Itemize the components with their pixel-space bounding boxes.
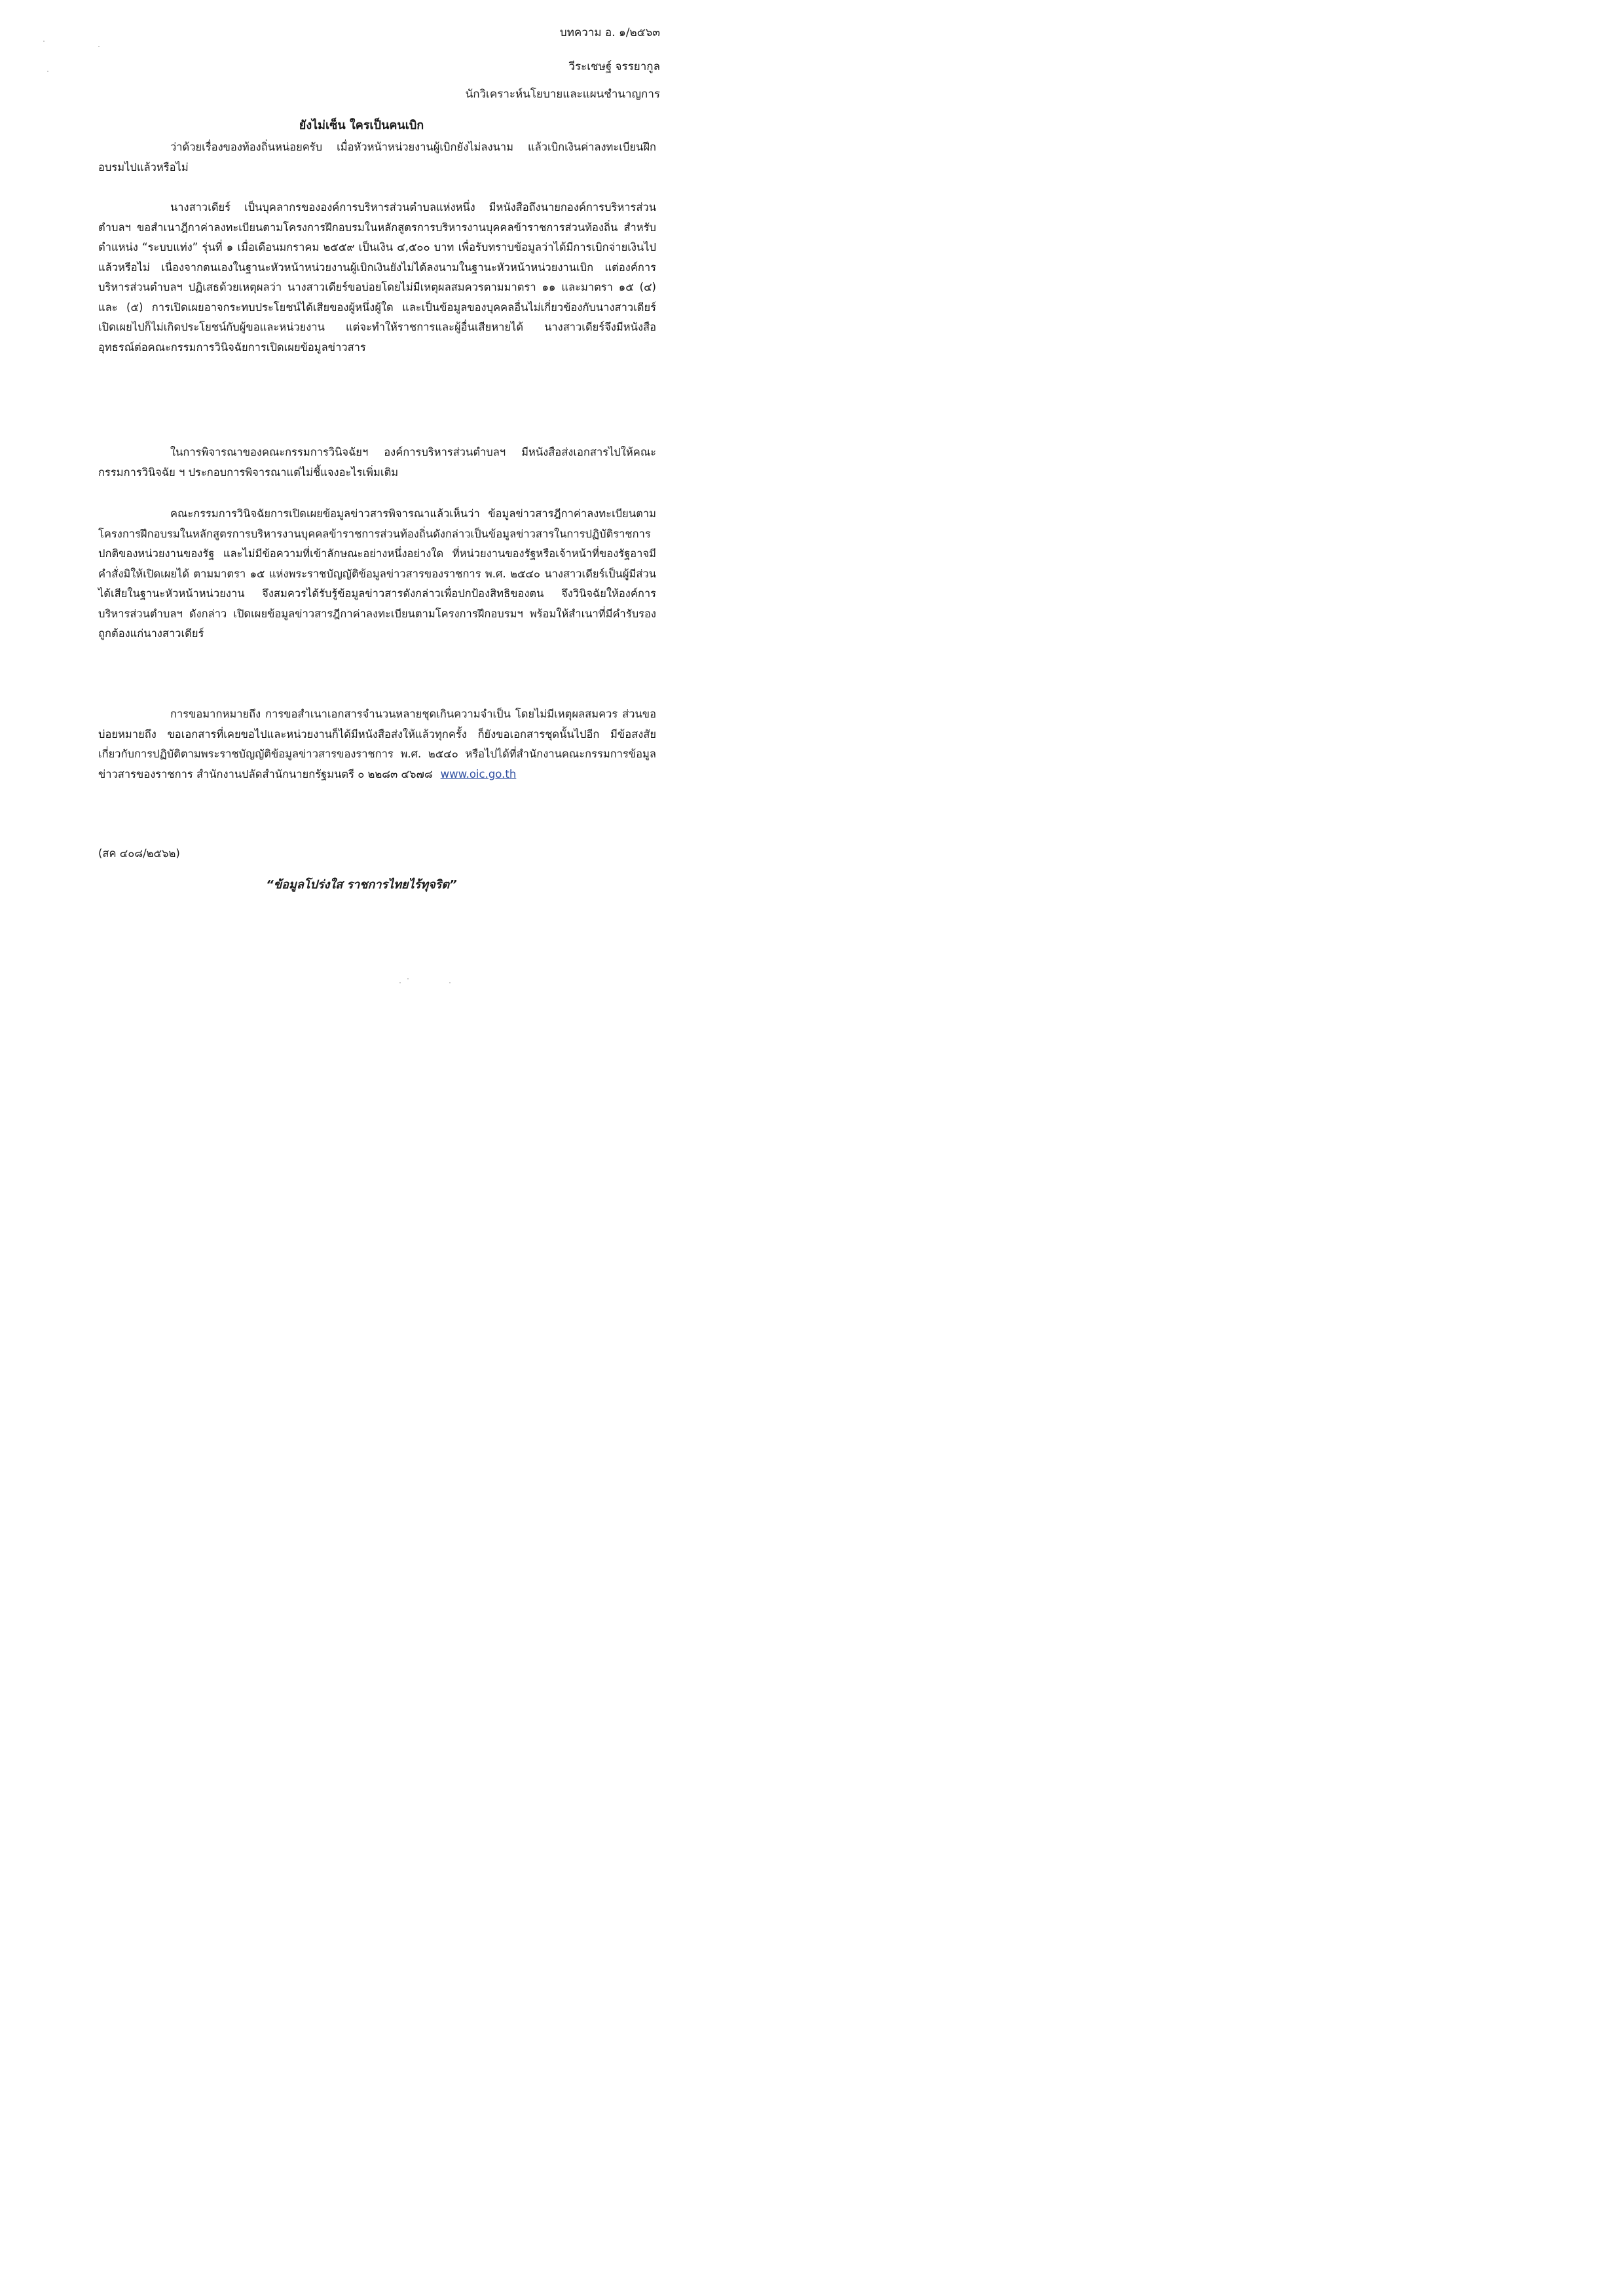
consideration-paragraph: ในการพิจารณาของคณะกรรมการวินิจฉัยฯ องค์การบริหารส่วนตำบลฯ มีหนังสือส่งเอกสารไปให้คณะกรรมการวินิจฉัย ฯ ประกอบการพิจารณาแต่ไม่ชี้แจงอะไรเพิ่มเติม <box>98 446 656 479</box>
scan-speck <box>449 982 451 983</box>
article-number: บทความ อ. ๑/๒๕๖๓ <box>559 26 660 39</box>
author-name: วีระเชษฐ์ จรรยากูล <box>568 60 660 73</box>
intro-paragraph: ว่าด้วยเรื่องของท้องถิ่นหน่อยครับ เมื่อหัวหน้าหน่วยงานผู้เบิกยังไม่ลงนาม แล้วเบิกเงินค่าลงทะเบียนฝึกอบรมไปแล้วหรือไม่ <box>98 141 656 173</box>
document-page <box>0 0 723 1022</box>
website-link[interactable]: www.oic.go.th <box>440 767 517 780</box>
scan-speck <box>47 71 48 72</box>
definition-text: การขอมากหมายถึง การขอสำเนาเอกสารจำนวนหลายชุดเกินความจำเป็น โดยไม่มีเหตุผลสมควร ส่วนขอบ่อยหมายถึง ขอเอกสารที่เคยขอไปและหน่วยงานก็ได้มีหนังสือส่งให้แล้วทุกครั้ง ก็ยังขอเอกสารชุดนั้นไปอีก มีข้อสงสัยเกี่ยวกับการปฏิบัติตามพระราชบัญญัติข้อมูลข่าวสารของราชการ พ.ศ. ๒๕๔๐ หรือไปได้ที่สำนักงานคณะกรรมการข้อมูลข่าวสารของราชการ สำนักงานปลัดสำนักนายกรัฐมนตรี ๐ ๒๒๘๓ ๔๖๗๘ <box>98 708 656 780</box>
definition-paragraph <box>98 704 656 784</box>
author-position: นักวิเคราะห์นโยบายและแผนชำนาญการ <box>465 88 660 101</box>
scan-speck <box>43 41 45 42</box>
case-paragraph: นางสาวเดียร์ เป็นบุคลากรขององค์การบริหารส่วนตำบลแห่งหนึ่ง มีหนังสือถึงนายกองค์การบริหารส่วนตำบลฯ ขอสำเนาฎีกาค่าลงทะเบียนตามโครงการฝึกอบรมในหลักสูตรการบริหารงานบุคคลข้าราชการส่วนท้องถิ่น สำหรับตำแหน่ง “ระบบแท่ง” รุ่นที่ ๑ เมื่อเดือนมกราคม ๒๕๕๙ เป็นเงิน ๔,๕๐๐ บาท เพื่อรับทราบข้อมูลว่าได้มีการเบิกจ่ายเงินไปแล้วหรือไม่ เนื่องจากตนเองในฐานะหัวหน้าหน่วยงานผู้เบิกเงินยังไม่ได้ลงนามในฐานะหัวหน้าหน่วยงานเบิก แต่องค์การบริหารส่วนตำบลฯ ปฏิเสธด้วยเหตุผลว่า นางสาวเดียร์ขอบ่อยโดยไม่มีเหตุผลสมควรตามมาตรา ๑๑ และมาตรา ๑๕ (๔) และ (๕) การเปิดเผยอาจกระทบประโยชน์ได้เสียของผู้หนึ่งผู้ใด และเป็นข้อมูลของบุคคลอื่นไม่เกี่ยวข้องกับนางสาวเดียร์ เปิดเผยไปก็ไม่เกิดประโยชน์กับผู้ขอและหน่วยงาน แต่จะทำให้ราชการและผู้อื่นเสียหายได้ นางสาวเดียร์จึงมีหนังสืออุทธรณ์ต่อคณะกรรมการวินิจฉัยการเปิดเผยข้อมูลข่าวสาร <box>98 201 656 354</box>
scan-speck <box>98 46 100 47</box>
document-reference: (สค ๔๐๘/๒๕๖๒) <box>98 847 180 860</box>
slogan: “ข้อมูลโปร่งใส ราชการไทยไร้ทุจริต” <box>266 878 457 892</box>
decision-paragraph: คณะกรรมการวินิจฉัยการเปิดเผยข้อมูลข่าวสารพิจารณาแล้วเห็นว่า ข้อมูลข่าวสารฎีกาค่าลงทะเบียนตามโครงการฝึกอบรมในหลักสูตรการบริหารงานบุคคลข้าราชการส่วนท้องถิ่นดังกล่าวเป็นข้อมูลข่าวสารในการปฏิบัติราชการปกติของหน่วยงานของรัฐ และไม่มีข้อความที่เข้าลักษณะอย่างหนึ่งอย่างใด ที่หน่วยงานของรัฐหรือเจ้าหน้าที่ของรัฐอาจมีคำสั่งมิให้เปิดเผยได้ ตามมาตรา ๑๕ แห่งพระราชบัญญัติข้อมูลข่าวสารของราชการ พ.ศ. ๒๕๔๐ นางสาวเดียร์เป็นผู้มีส่วนได้เสียในฐานะหัวหน้าหน่วยงาน จึงสมควรได้รับรู้ข้อมูลข่าวสารดังกล่าวเพื่อปกป้องสิทธิของตน จึงวินิจฉัยให้องค์การบริหารส่วนตำบลฯ ดังกล่าว เปิดเผยข้อมูลข่าวสารฎีกาค่าลงทะเบียนตามโครงการฝึกอบรมฯ พร้อมให้สำเนาที่มีคำรับรองถูกต้องแก่นางสาวเดียร์ <box>98 507 656 640</box>
article-title: ยังไม่เซ็น ใครเป็นคนเบิก <box>299 118 424 132</box>
scan-speck <box>399 982 401 983</box>
scan-speck <box>407 978 409 979</box>
